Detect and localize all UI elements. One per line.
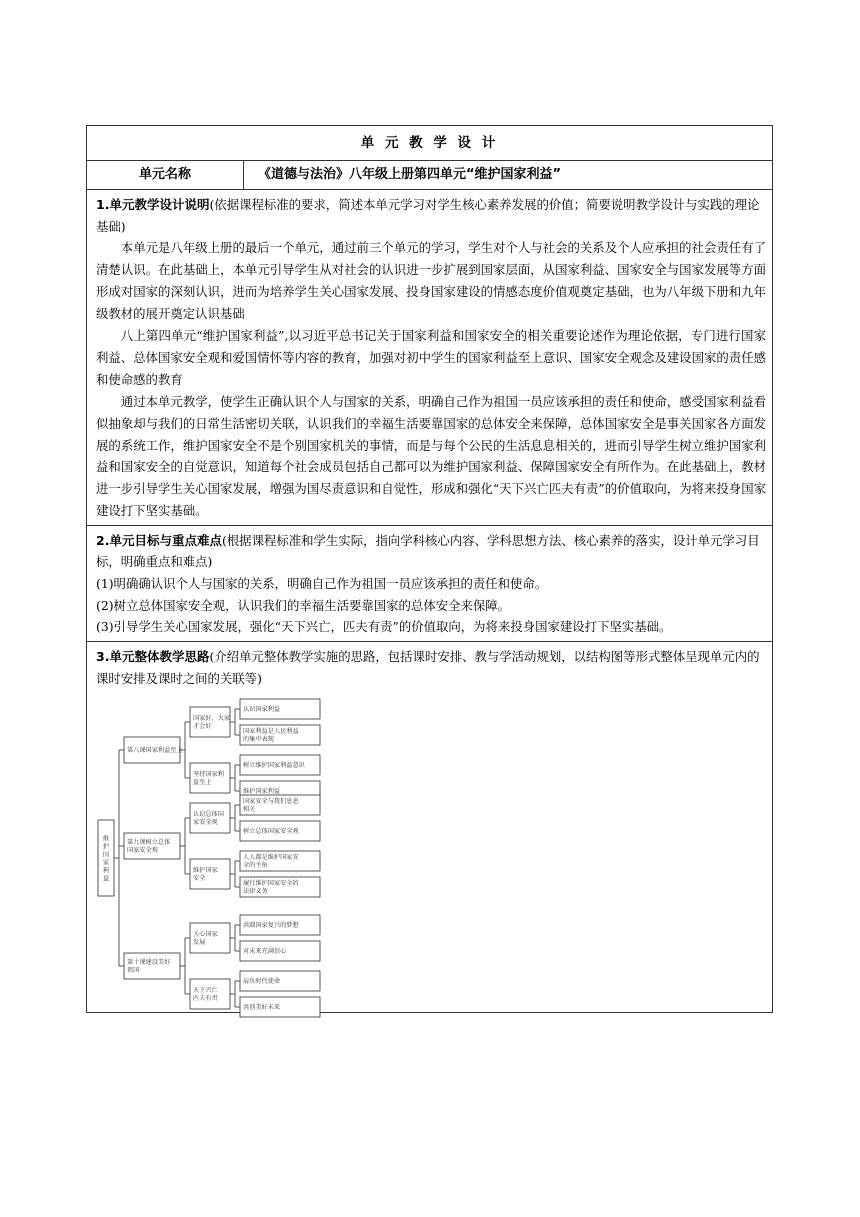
diagram-topic-label: 安全: [193, 875, 206, 883]
diagram-leaf-label: 国家利益是人民利益: [243, 728, 299, 736]
diagram-leaf-label: 国家安全与我们息息: [243, 798, 299, 806]
paragraph: 本单元是八年级上册的最后一个单元，通过前三个单元的学习，学生对个人与社会的关系及个人应承担的社会责任有了清楚认识。在此基础上，本单元引导学生从对社会的认识进一步扩展到国家层面，从国家利益、国家安全与国家发展等方面形成对国家的深刻认识，进而为培养学生关心国家发展、投身国家建设的情感态度价值观奠定基础，也为八年级下册和九年级教材的展开奠定认识基础: [96, 240, 766, 321]
section-title: 1.单元教学设计说明: [96, 197, 210, 212]
section-design-description: [87, 190, 773, 526]
diagram-topic-label: 坚持国家利: [193, 771, 224, 779]
diagram-root-label: 利: [102, 867, 110, 875]
diagram-leaf-label: 人人都是维护国家安: [243, 854, 299, 862]
diagram-leaf-label: 维护国家利益: [243, 788, 281, 796]
diagram-topic-label: 匹夫有责: [193, 995, 218, 1003]
diagram-lesson-label: 第八课国家利益至上: [127, 747, 183, 755]
diagram-root-label: 护: [102, 843, 110, 851]
goal-item: (1)明确确认识个人与国家的关系，明确自己作为祖国一员应该承担的责任和使命。: [96, 575, 548, 591]
diagram-topic-label: 国家好，大家: [193, 715, 231, 723]
goal-item: (2)树立总体国家安全观，认识我们的幸福生活要靠国家的总体安全来保障。: [96, 597, 511, 613]
diagram-root-label: 家: [102, 859, 110, 867]
diagram-leaf-label: 认识国家利益: [243, 706, 281, 714]
section-title: 2.单元目标与重点难点: [96, 532, 222, 548]
diagram-topic-label: 发展: [193, 939, 206, 947]
diagram-leaf-label: 相关: [243, 806, 256, 814]
diagram-leaf-label: 全的主角: [243, 862, 268, 870]
diagram-topic-label: 维护国家: [193, 867, 218, 875]
diagram-leaf-label: 肩负时代使命: [243, 978, 281, 986]
section-header: [96, 194, 766, 237]
section-header: [96, 646, 766, 689]
diagram-leaf-label: 法律义务: [243, 888, 268, 896]
diagram-root-label: 益: [102, 875, 110, 883]
table-title: 单 元 教 学 设 计: [87, 126, 773, 161]
paragraph: 通过本单元教学，使学生正确认识个人与国家的关系，明确自己作为祖国一员应该承担的责任和使命，感受国家利益看似抽象却与我们的日常生活密切关联，认识我们的幸福生活要靠国家的总体安全来保障，总体国家安全是事关国家各方面发展的系统工作，维护国家安全不是个别国家机关的事情，而是与每个公民的生活息息相关的，进而引导学生树立维护国家利益和国家安全的自觉意识，知道每个社会成员包括自己都可以为维护国家利益、保障国家安全有所作为。在此基础上，教材进一步引导学生关心国家发展，增强为国尽责意识和自觉性，形成和强化“天下兴亡匹夫有责”的价值取向，为将来投身国家建设打下坚实基础。: [96, 394, 766, 518]
diagram-leaf-label: 的集中表现: [243, 736, 274, 744]
diagram-lesson-label: 祖国: [127, 967, 140, 975]
diagram-topic-label: 认识总体国: [193, 811, 224, 819]
diagram-leaf-label: 共圆国家复兴的梦想: [243, 922, 299, 930]
section-goals: [87, 525, 773, 642]
diagram-leaf-label: 履行维护国家安全的: [243, 880, 299, 888]
diagram-lesson-label: 第九课树立总体: [127, 839, 171, 847]
unit-design-table: [86, 125, 773, 1013]
section-title: 3.单元整体教学思路: [96, 649, 210, 665]
diagram-topic-label: 天下兴亡: [193, 987, 218, 995]
diagram-root-label: 国: [102, 851, 110, 859]
diagram-leaf-label: 对未来充满信心: [243, 948, 287, 956]
unit-name-value: 《道德与法治》八年级上册第四单元“维护国家利益”: [244, 161, 773, 190]
section-teaching-approach: [87, 642, 773, 1013]
diagram-leaf-label: 树立总体国家安全观: [243, 828, 299, 836]
unit-structure-diagram: [94, 693, 330, 1012]
section-header: [96, 530, 766, 573]
diagram-topic-label: 才会好: [193, 723, 212, 731]
paragraph: 八上第四单元“维护国家利益”,以习近平总书记关于国家利益和国家安全的相关重要论述作为理论依据，专门进行国家利益、总体国家安全观和爱国情怀等内容的教育，加强对初中学生的国家利益至上意识、国家安全观念及建设国家的责任感和使命感的教育: [96, 328, 766, 387]
diagram-topic-label: 关心国家: [193, 931, 218, 939]
diagram-topic-label: 益至上: [193, 779, 212, 787]
diagram-leaf-label: 树立维护国家利益意识: [243, 762, 305, 770]
diagram-topic-label: 家安全观: [193, 819, 218, 827]
section-hint: (依据课程标准的要求，简述本单元学习对学生核心素养发展的价值；简要说明教学设计与实践的理论基础): [96, 197, 760, 234]
diagram-root-label: 维: [102, 835, 110, 843]
diagram-lesson-label: 第十课建设美好: [127, 959, 171, 967]
diagram-lesson-label: 国家安全观: [127, 847, 158, 855]
unit-name-label: 单元名称: [87, 161, 244, 190]
goal-item: (3)引导学生关心国家发展，强化“天下兴亡，匹夫有责”的价值取向，为将来投身国家建设打下坚实基础。: [96, 619, 672, 635]
section-hint: (介绍单元整体教学实施的思路，包括课时安排、教与学活动规划，以结构图等形式整体呈现单元内的课时安排及课时之间的关联等): [96, 649, 760, 686]
section-hint: (根据课程标准和学生实际，指向学科核心内容、学科思想方法、核心素养的落实，设计单元学习目标，明确重点和难点): [96, 532, 760, 570]
diagram-leaf-label: 共创美好未来: [243, 1004, 281, 1012]
